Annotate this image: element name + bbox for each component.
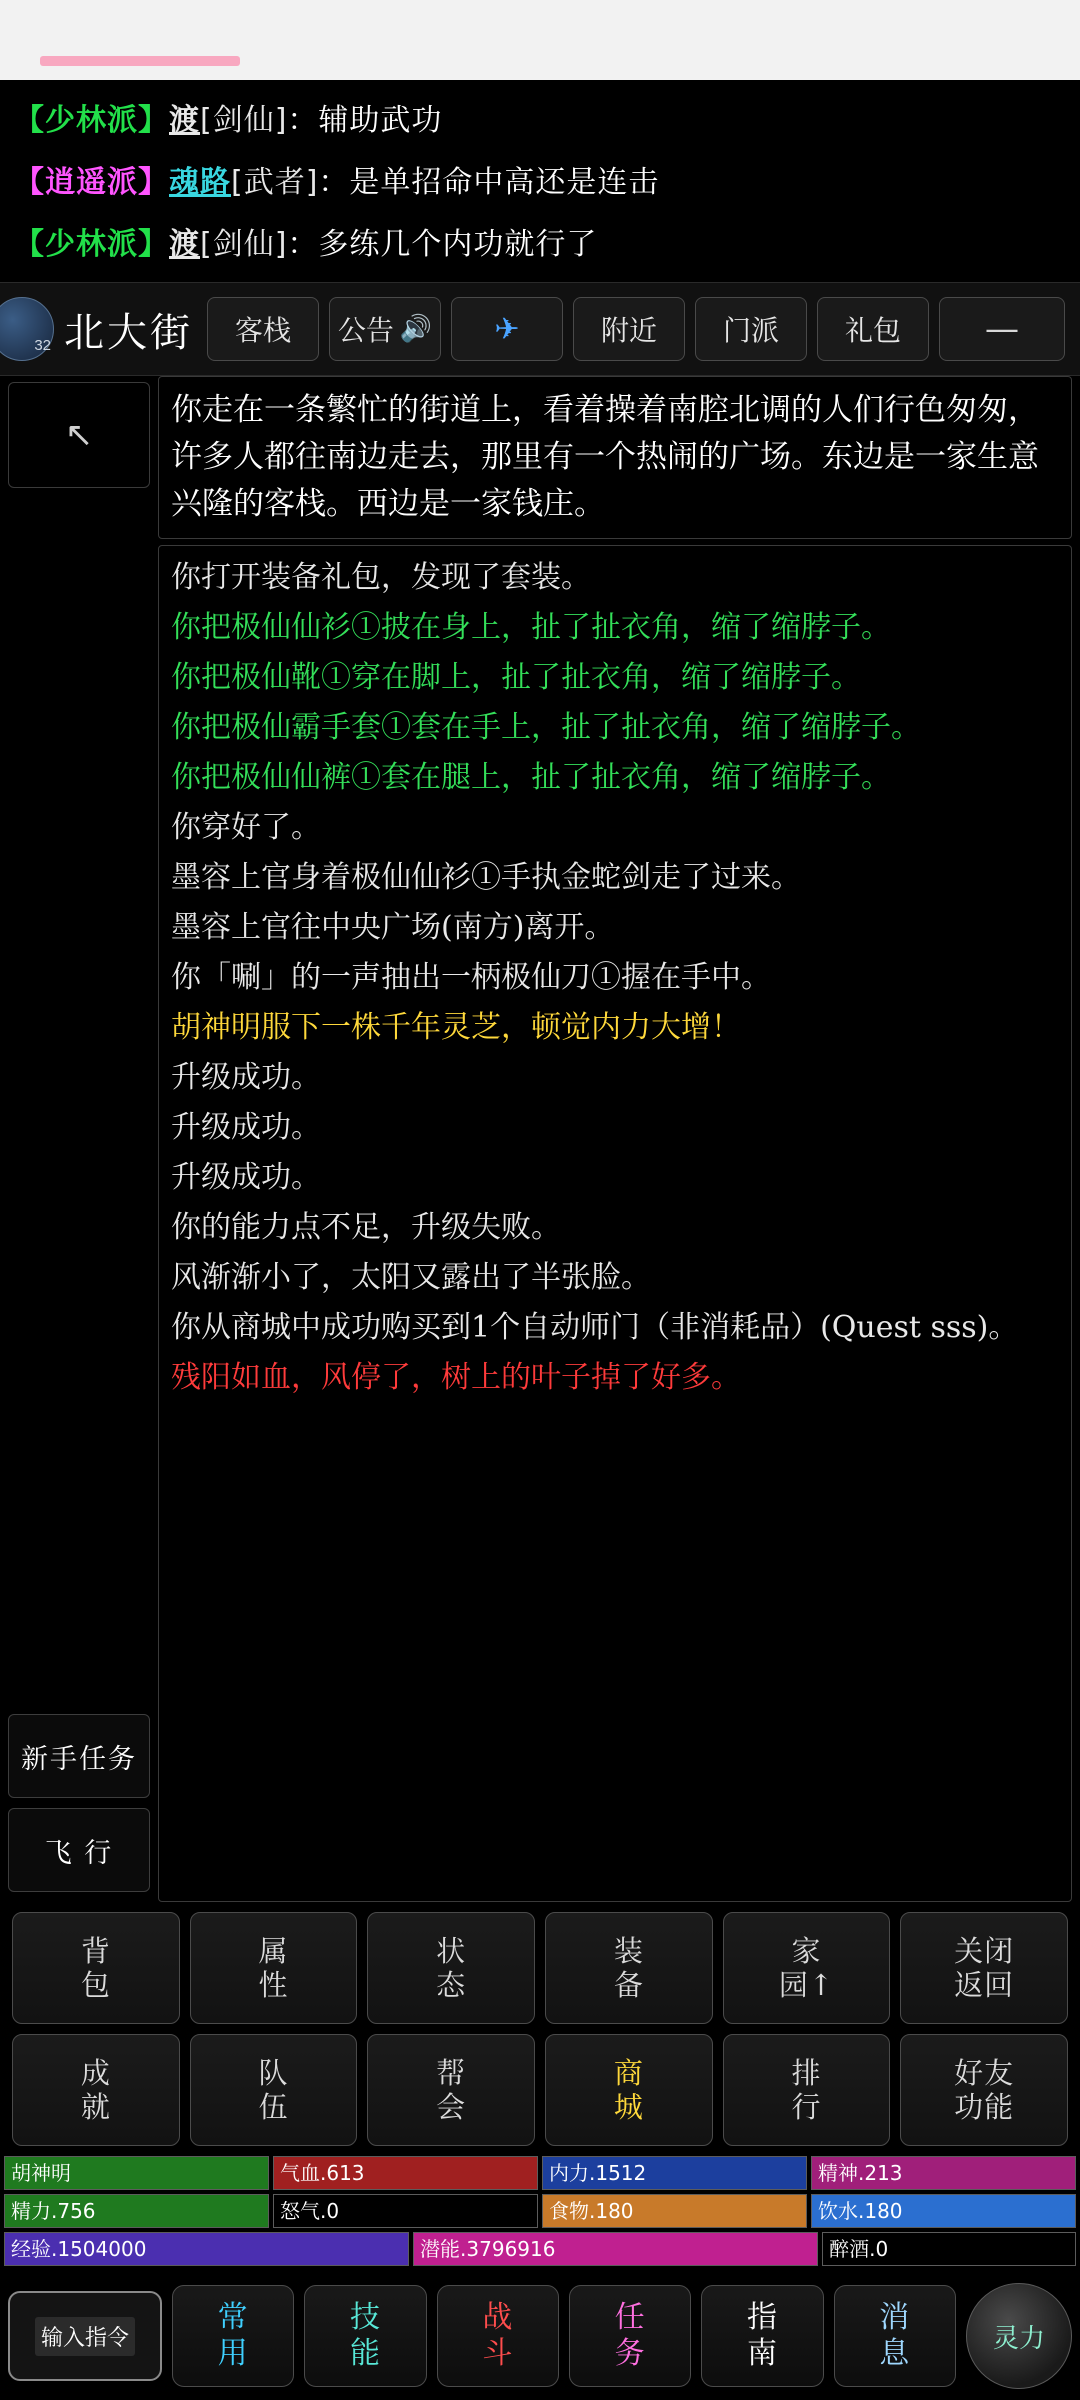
command-button-achievements[interactable] [12, 2034, 180, 2146]
toolbar-button-skills[interactable] [304, 2285, 426, 2387]
status-bar-anger [273, 2194, 538, 2228]
command-button-ranking[interactable] [723, 2034, 891, 2146]
bottom-toolbar [0, 2272, 1080, 2400]
notification-bar [40, 56, 240, 66]
command-button-shop[interactable] [545, 2034, 713, 2146]
chat-line[interactable] [14, 152, 1066, 214]
command-label-2: 态 [436, 1968, 467, 2002]
log-line: 你从商城中成功购买到1个自动师门（非消耗品）(Quest sss)。 [171, 1310, 1019, 1345]
status-label: 经验.1504000 [11, 2237, 147, 2261]
header-button-fly[interactable] [451, 297, 563, 361]
log-line: 你把极仙靴①穿在脚上，扯了扯衣角，缩了缩脖子。 [171, 660, 861, 695]
left-spacer [8, 488, 158, 1714]
command-label-1: 好友 [954, 2056, 1015, 2090]
chat-text: 是单招命中高还是连击 [349, 165, 660, 200]
command-label-2: 就 [80, 2090, 111, 2124]
command-label-2: 伍 [258, 2090, 289, 2124]
header-button-announcement[interactable] [329, 297, 441, 361]
command-label-2: 性 [258, 1968, 289, 2002]
log-line: 胡神明服下一株千年灵芝，顿觉内力大增！ [171, 1010, 741, 1045]
command-label-1: 状 [436, 1934, 467, 1968]
command-label-2: 功能 [954, 2090, 1015, 2124]
chat-channel-area[interactable] [0, 80, 1080, 282]
log-line: 风渐渐小了，太阳又露出了半张脸。 [171, 1260, 651, 1295]
top-status-strip [0, 0, 1080, 80]
command-label-1: 属 [258, 1934, 289, 1968]
chat-speaker[interactable]: 渡 [169, 227, 200, 262]
chat-speaker[interactable]: 渡 [169, 103, 200, 138]
command-label-1: 排 [791, 2056, 822, 2090]
location-header [0, 282, 1080, 376]
command-label-2: 备 [613, 1968, 644, 2002]
status-label: 精神.213 [818, 2161, 903, 2185]
log-line: 你把极仙仙衫①披在身上，扯了扯衣角，缩了缩脖子。 [171, 610, 891, 645]
header-button-giftpack[interactable] [817, 297, 929, 361]
status-label: 内力.1512 [549, 2161, 647, 2185]
status-label: 潜能.3796916 [420, 2237, 556, 2261]
status-bar-food [542, 2194, 807, 2228]
chat-text: 辅助武功 [318, 103, 443, 138]
command-label-2: 城 [613, 2090, 644, 2124]
airplane-icon: ✈ [494, 311, 520, 347]
toolbar-button-guide[interactable] [701, 2285, 823, 2387]
status-bar-spirit [811, 2156, 1076, 2190]
status-bar-potential [413, 2232, 818, 2266]
header-button-label: 客栈 [234, 314, 291, 347]
toolbar-button-combat[interactable] [437, 2285, 559, 2387]
command-grid [0, 1902, 1080, 2154]
command-button-status[interactable] [367, 1912, 535, 2024]
fly-button[interactable]: 飞 行 [8, 1808, 150, 1892]
status-label: 醉酒.0 [829, 2237, 889, 2261]
command-button-home[interactable] [723, 1912, 891, 2024]
command-button-backpack[interactable] [12, 1912, 180, 2024]
command-input-label: 输入指令 [35, 2317, 135, 2356]
log-line: 墨容上官往中央广场(南方)离开。 [171, 910, 615, 945]
chat-sect: 【少林派】 [14, 103, 169, 138]
command-button-team[interactable] [190, 2034, 358, 2146]
toolbar-label-1: 常 [217, 2300, 249, 2335]
chat-line[interactable] [14, 214, 1066, 276]
toolbar-label-1: 任 [614, 2300, 646, 2335]
log-line: 你把极仙霸手套①套在手上，扯了扯衣角，缩了缩脖子。 [171, 710, 921, 745]
toolbar-label-1: 技 [349, 2300, 381, 2335]
toolbar-label-1: 指 [746, 2300, 778, 2335]
status-bar-exp [4, 2232, 409, 2266]
status-bar-drunk [822, 2232, 1076, 2266]
toolbar-label-1: 战 [482, 2300, 514, 2335]
command-button-guild[interactable] [367, 2034, 535, 2146]
room-description: 你走在一条繁忙的街道上，看着操着南腔北调的人们行色匆匆，许多人都往南边走去，那里有一个热闹的广场。东边是一家生意兴隆的客栈。西边是一家钱庄。 [158, 376, 1072, 539]
command-button-equipment[interactable] [545, 1912, 713, 2024]
chat-title: [剑仙] [200, 227, 288, 262]
status-row [4, 2156, 1076, 2190]
command-input[interactable] [8, 2291, 162, 2381]
command-label-1: 关闭 [954, 1934, 1015, 1968]
chat-line[interactable] [14, 90, 1066, 152]
compass-direction-pad[interactable] [8, 382, 150, 488]
chat-colon: ： [287, 103, 319, 138]
header-button-label: 公告 [337, 314, 394, 347]
spirit-orb-button[interactable] [966, 2283, 1072, 2389]
toolbar-label-2: 南 [746, 2336, 778, 2371]
log-line: 你的能力点不足，升级失败。 [171, 1210, 561, 1245]
status-bar-water [811, 2194, 1076, 2228]
log-line: 升级成功。 [171, 1060, 321, 1095]
log-line: 你穿好了。 [171, 810, 321, 845]
log-line: 升级成功。 [171, 1110, 321, 1145]
toolbar-button-quests[interactable] [569, 2285, 691, 2387]
avatar[interactable] [0, 297, 54, 361]
command-label-2: 会 [436, 2090, 467, 2124]
avatar-level: 32 [34, 337, 51, 354]
game-log[interactable] [158, 545, 1072, 1902]
log-line: 你把极仙仙裤①套在腿上，扯了扯衣角，缩了缩脖子。 [171, 760, 891, 795]
status-bar-hp [273, 2156, 538, 2190]
status-label: 食物.180 [549, 2199, 634, 2223]
new-quest-button[interactable]: 新手任务 [8, 1714, 150, 1798]
command-button-friends[interactable] [900, 2034, 1068, 2146]
log-line: 升级成功。 [171, 1160, 321, 1195]
chat-title: [武者] [231, 165, 319, 200]
command-label-1: 家 [791, 1934, 822, 1968]
command-label-1: 成 [80, 2056, 111, 2090]
toolbar-label-2: 息 [879, 2336, 911, 2371]
command-label-1: 队 [258, 2056, 289, 2090]
toolbar-label-2: 斗 [482, 2336, 514, 2371]
command-label-2: 园↑ [778, 1968, 835, 2002]
main-body [0, 376, 1080, 1902]
command-button-attributes[interactable] [190, 1912, 358, 2024]
status-label: 饮水.180 [818, 2199, 903, 2223]
header-button-label: 门派 [722, 314, 779, 347]
command-label-1: 商 [613, 2056, 644, 2090]
spirit-orb-label: 灵力 [992, 2323, 1045, 2354]
status-bar-mp [542, 2156, 807, 2190]
chat-title: [剑仙] [200, 103, 288, 138]
command-button-close-return[interactable] [900, 1912, 1068, 2024]
chat-colon: ： [318, 165, 350, 200]
page-title: 北大街 [64, 309, 193, 356]
status-label: 怒气.0 [280, 2199, 340, 2223]
command-label-2: 返回 [954, 1968, 1015, 2002]
log-line: 你打开装备礼包，发现了套装。 [171, 560, 591, 595]
command-label-1: 背 [80, 1934, 111, 1968]
status-bars [0, 2154, 1080, 2272]
speaker-icon: 🔊 [399, 314, 433, 344]
header-button-label: — [985, 309, 1019, 349]
status-label: 气血.613 [280, 2161, 365, 2185]
toolbar-label-1: 消 [879, 2300, 911, 2335]
toolbar-label-2: 务 [614, 2336, 646, 2371]
toolbar-button-messages[interactable] [834, 2285, 956, 2387]
chat-speaker[interactable]: 魂路 [169, 165, 231, 200]
log-line: 墨容上官身着极仙仙衫①手执金蛇剑走了过来。 [171, 860, 801, 895]
toolbar-label-2: 用 [217, 2336, 249, 2371]
status-label: 胡神明 [11, 2161, 71, 2185]
command-label-1: 帮 [436, 2056, 467, 2090]
command-label-2: 行 [791, 2090, 822, 2124]
chat-colon: ： [287, 227, 319, 262]
header-button-label: 礼包 [844, 314, 901, 347]
chat-sect: 【少林派】 [14, 227, 169, 262]
header-button-sect[interactable] [695, 297, 807, 361]
header-button-nearby[interactable] [573, 297, 685, 361]
toolbar-button-common[interactable] [172, 2285, 294, 2387]
status-label: 精力.756 [11, 2199, 96, 2223]
command-label-1: 装 [613, 1934, 644, 1968]
right-content [158, 376, 1080, 1902]
toolbar-label-2: 能 [349, 2336, 381, 2371]
status-bar-energy [4, 2194, 269, 2228]
status-row [4, 2232, 1076, 2266]
log-line: 你「唰」的一声抽出一柄极仙刀①握在手中。 [171, 960, 771, 995]
log-line: 残阳如血，风停了，树上的叶子掉了好多。 [171, 1360, 741, 1395]
menu-icon[interactable] [939, 297, 1065, 361]
status-bar-name [4, 2156, 269, 2190]
header-button-label: 附近 [600, 314, 657, 347]
header-button-inn[interactable] [207, 297, 319, 361]
compass-arrow-icon: ↖ [64, 416, 94, 454]
status-row [4, 2194, 1076, 2228]
command-label-2: 包 [80, 1968, 111, 2002]
left-controls [0, 376, 158, 1902]
chat-sect: 【逍遥派】 [14, 165, 169, 200]
chat-text: 多练几个内功就行了 [318, 227, 598, 262]
